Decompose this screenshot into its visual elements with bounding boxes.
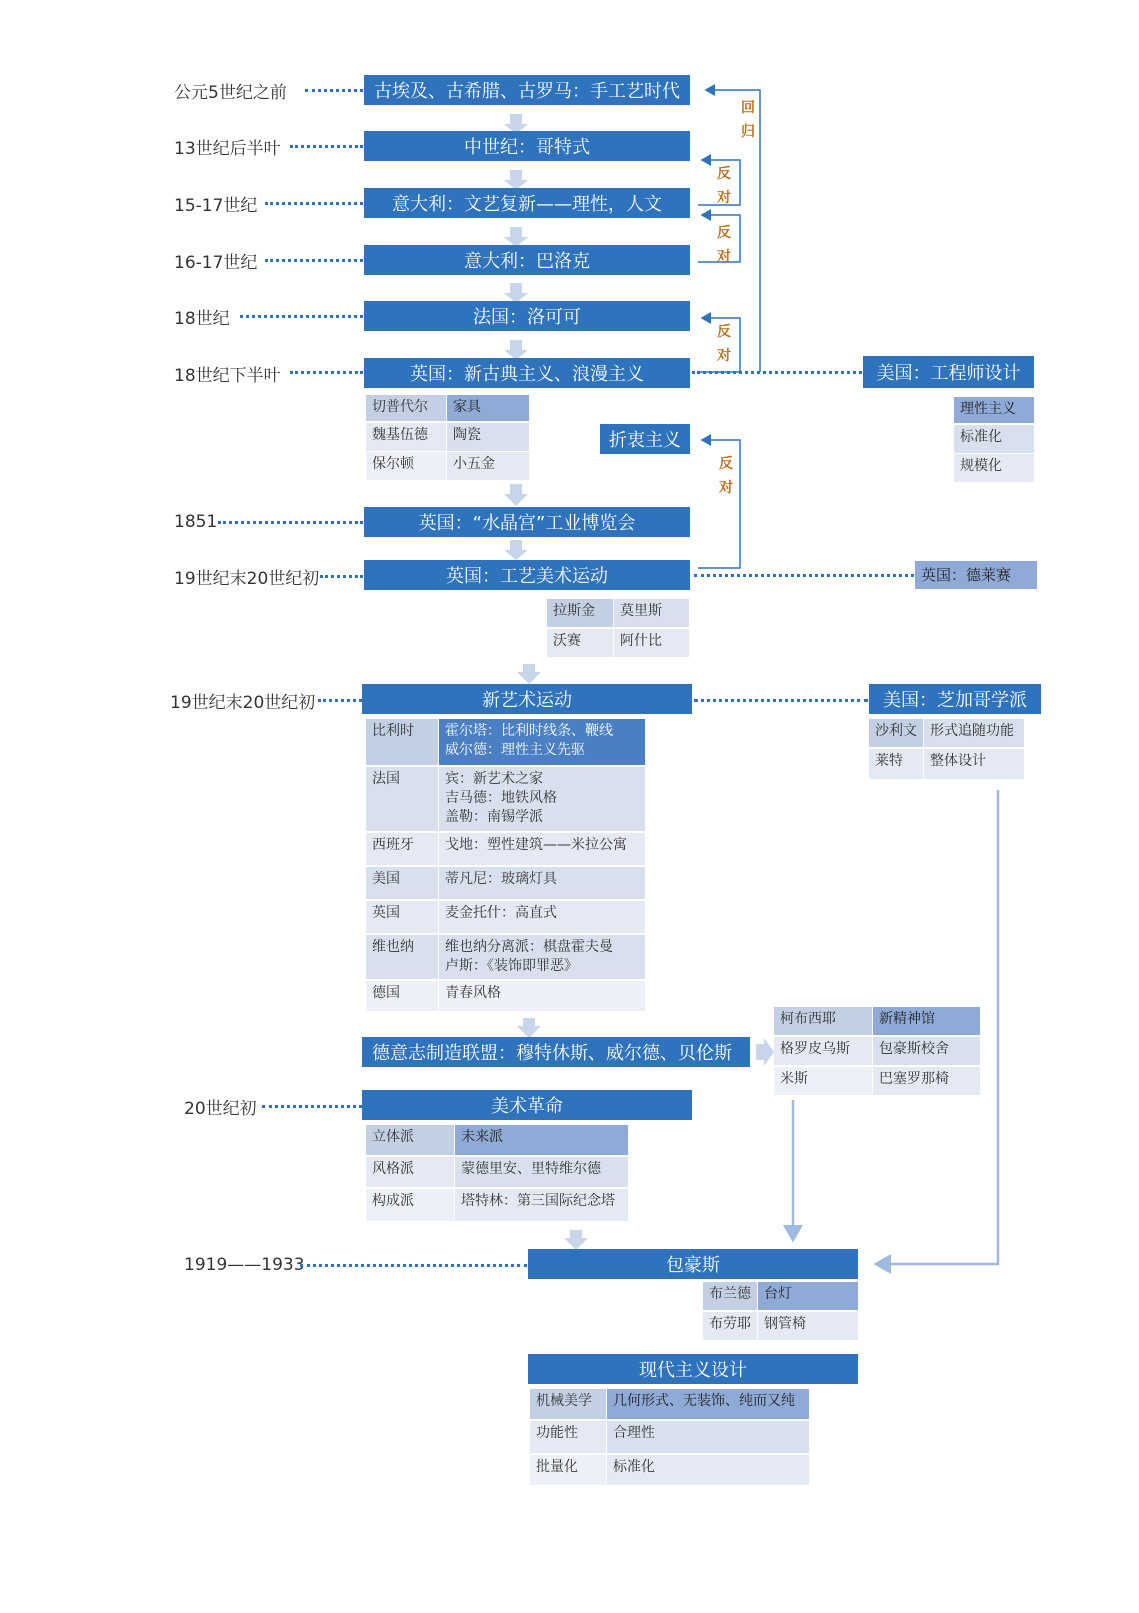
stage-renaissance: 意大利：文艺复新——理性，人文 bbox=[364, 188, 690, 218]
date-label: 16-17世纪 bbox=[174, 252, 258, 273]
principle-cell: 整体设计 bbox=[924, 749, 1024, 779]
country-cell: 法国 bbox=[366, 767, 438, 831]
feature-cell: 机械美学 bbox=[530, 1389, 606, 1419]
date-label: 18世纪下半叶 bbox=[174, 365, 281, 386]
date-label: 18世纪 bbox=[174, 308, 230, 329]
date-label: 1851 bbox=[174, 512, 218, 532]
chicago-school-box: 美国：芝加哥学派 bbox=[869, 684, 1041, 714]
movement-cell: 立体派 bbox=[366, 1125, 454, 1155]
dotted-connector bbox=[694, 699, 868, 702]
movement-cell: 风格派 bbox=[366, 1157, 454, 1187]
dotted-connector bbox=[320, 575, 363, 578]
movement-detail: 未来派 bbox=[455, 1125, 628, 1155]
designer-cell: 切普代尔 bbox=[366, 395, 446, 421]
dotted-connector bbox=[318, 699, 362, 702]
date-label: 19世纪末20世纪初 bbox=[174, 568, 320, 589]
feature-cell: 批量化 bbox=[530, 1455, 606, 1485]
designer-cell: 布劳耶 bbox=[703, 1312, 757, 1340]
art-nouveau-detail: 青春风格 bbox=[439, 981, 645, 1011]
usa-engineer-box: 美国：工程师设计 bbox=[863, 356, 1034, 388]
stage-arts-crafts: 英国：工艺美术运动 bbox=[364, 560, 690, 590]
art-nouveau-detail bbox=[439, 935, 645, 979]
art-nouveau-detail: 蒂凡尼：玻璃灯具 bbox=[439, 867, 645, 899]
date-label: 公元5世纪之前 bbox=[174, 82, 287, 103]
designer-cell: 沃赛 bbox=[547, 629, 613, 657]
designer-cell: 保尔顿 bbox=[366, 452, 446, 480]
usa-engineer-item: 理性主义 bbox=[954, 397, 1034, 423]
art-nouveau-detail: 戈地：塑性建筑——米拉公寓 bbox=[439, 833, 645, 865]
product-cell: 台灯 bbox=[758, 1282, 858, 1310]
detail-line: 威尔德：理性主义先驱 bbox=[445, 742, 585, 758]
architect-cell: 米斯 bbox=[774, 1067, 872, 1095]
work-cell: 巴塞罗那椅 bbox=[873, 1067, 980, 1095]
movement-detail: 蒙德里安、里特维尔德 bbox=[455, 1157, 628, 1187]
stage-werkbund: 德意志制造联盟：穆特休斯、威尔德、贝伦斯 bbox=[362, 1037, 750, 1067]
art-nouveau-detail: 麦金托什：高直式 bbox=[439, 901, 645, 933]
product-cell: 家具 bbox=[447, 395, 529, 421]
oppose-label: 反对 bbox=[717, 225, 731, 265]
stage-handicraft: 古埃及、古希腊、古罗马：手工艺时代 bbox=[364, 75, 690, 105]
detail-line: 卢斯：《装饰即罪恶》 bbox=[445, 958, 578, 974]
date-label: 13世纪后半叶 bbox=[174, 138, 281, 159]
date-label: 19世纪末20世纪初 bbox=[170, 692, 316, 713]
stage-neoclassical: 英国：新古典主义、浪漫主义 bbox=[364, 358, 690, 388]
oppose-label: 反对 bbox=[717, 166, 731, 206]
date-label: 20世纪初 bbox=[184, 1098, 257, 1119]
dotted-connector bbox=[262, 1105, 362, 1108]
return-label: 回归 bbox=[741, 100, 755, 140]
dotted-connector bbox=[218, 521, 363, 524]
country-cell: 西班牙 bbox=[366, 833, 438, 865]
architect-cell: 沙利文 bbox=[869, 719, 923, 747]
country-cell: 比利时 bbox=[366, 719, 438, 765]
country-cell: 英国 bbox=[366, 901, 438, 933]
detail-line: 盖勒：南锡学派 bbox=[445, 809, 543, 825]
product-cell: 小五金 bbox=[447, 452, 529, 480]
designer-cell: 拉斯金 bbox=[547, 599, 613, 627]
work-cell: 包豪斯校舍 bbox=[873, 1037, 980, 1065]
detail-line: 吉马德：地铁风格 bbox=[445, 790, 557, 806]
date-label: 15-17世纪 bbox=[174, 195, 258, 216]
stage-bauhaus: 包豪斯 bbox=[528, 1249, 858, 1279]
designer-cell: 莫里斯 bbox=[614, 599, 689, 627]
date-label: 1919——1933 bbox=[184, 1255, 305, 1275]
designer-cell: 阿什比 bbox=[614, 629, 689, 657]
country-cell: 美国 bbox=[366, 867, 438, 899]
dotted-connector bbox=[240, 315, 363, 318]
oppose-label: 反对 bbox=[719, 456, 733, 496]
art-nouveau-detail bbox=[439, 767, 645, 831]
dotted-connector bbox=[265, 202, 363, 205]
uk-dresser-box: 英国：德莱赛 bbox=[915, 561, 1037, 589]
dotted-connector bbox=[300, 1264, 527, 1267]
stage-gothic: 中世纪：哥特式 bbox=[364, 131, 690, 161]
country-cell: 维也纳 bbox=[366, 935, 438, 979]
feature-detail: 几何形式、无装饰、纯而又纯 bbox=[607, 1389, 809, 1419]
architect-cell: 柯布西耶 bbox=[774, 1007, 872, 1035]
product-cell: 陶瓷 bbox=[447, 423, 529, 451]
art-nouveau-detail bbox=[439, 719, 645, 765]
stage-crystal-palace: 英国：“水晶宫”工业博览会 bbox=[364, 507, 690, 537]
usa-engineer-item: 规模化 bbox=[954, 454, 1034, 482]
movement-cell: 构成派 bbox=[366, 1189, 454, 1221]
stage-modernism: 现代主义设计 bbox=[528, 1354, 858, 1384]
dotted-connector bbox=[265, 259, 363, 262]
country-cell: 德国 bbox=[366, 981, 438, 1011]
product-cell: 钢管椅 bbox=[758, 1312, 858, 1340]
dotted-connector bbox=[692, 371, 862, 374]
oppose-label: 反对 bbox=[717, 324, 731, 364]
stage-art-nouveau: 新艺术运动 bbox=[362, 684, 692, 714]
work-cell: 新精神馆 bbox=[873, 1007, 980, 1035]
architect-cell: 格罗皮乌斯 bbox=[774, 1037, 872, 1065]
detail-line: 宾：新艺术之家 bbox=[445, 771, 543, 787]
architect-cell: 莱特 bbox=[869, 749, 923, 779]
detail-line: 霍尔塔：比利时线条、鞭线 bbox=[445, 723, 613, 739]
designer-cell: 布兰德 bbox=[703, 1282, 757, 1310]
stage-art-revolution: 美术革命 bbox=[362, 1090, 692, 1120]
dotted-connector bbox=[290, 145, 363, 148]
dotted-connector bbox=[305, 89, 363, 92]
designer-cell: 魏基伍德 bbox=[366, 423, 446, 451]
usa-engineer-item: 标准化 bbox=[954, 425, 1034, 453]
principle-cell: 形式追随功能 bbox=[924, 719, 1024, 747]
feature-detail: 合理性 bbox=[607, 1421, 809, 1453]
feature-detail: 标准化 bbox=[607, 1455, 809, 1485]
movement-detail: 塔特林：第三国际纪念塔 bbox=[455, 1189, 628, 1221]
eclectic-box: 折衷主义 bbox=[600, 424, 690, 454]
stage-baroque: 意大利：巴洛克 bbox=[364, 245, 690, 275]
feature-cell: 功能性 bbox=[530, 1421, 606, 1453]
stage-rococo: 法国：洛可可 bbox=[364, 301, 690, 331]
dotted-connector bbox=[694, 574, 914, 577]
detail-line: 维也纳分离派：棋盘霍夫曼 bbox=[445, 939, 613, 955]
dotted-connector bbox=[290, 371, 363, 374]
